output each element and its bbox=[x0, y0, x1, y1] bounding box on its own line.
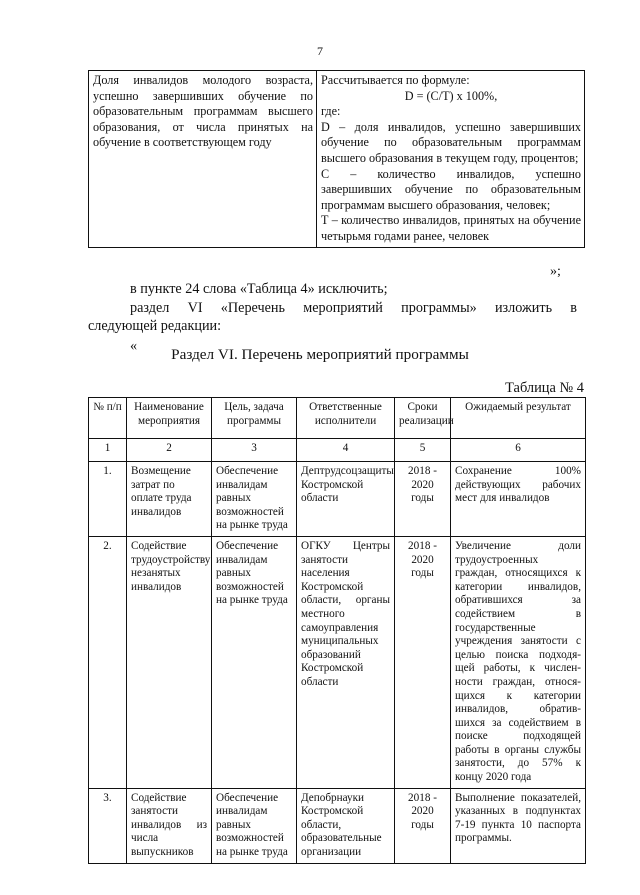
indicator-name: Доля инвалидов молодого возраста, успешно завершивших обучение по образовательным программам высшего образования, от числа принятых на обучение в соответствующем году bbox=[89, 71, 317, 248]
measure-result: Выполнение показателей, указанных в подпунктах 7-19 пункта 10 паспорта программы. bbox=[451, 788, 586, 863]
formula-var-d: D – доля инвалидов, успешно завершивших обучение по образовательным программам высшего образования в текущем году, процентов; bbox=[321, 119, 581, 165]
header-cell: Ответственные исполнители bbox=[297, 398, 395, 439]
indicator-formula-cell bbox=[317, 71, 585, 248]
indicator-table bbox=[88, 70, 585, 248]
table-row bbox=[89, 536, 586, 788]
opening-quote: « bbox=[130, 338, 138, 354]
measure-name: Содействие трудоустройству незанятых инвалидов bbox=[127, 536, 212, 788]
column-number: 3 bbox=[212, 439, 297, 462]
column-number: 1 bbox=[89, 439, 127, 462]
indicator-row bbox=[89, 71, 585, 248]
measure-term: 2018 - 2020 годы bbox=[395, 788, 451, 863]
measure-goal: Обеспечение инвалидам равных возможностей на рынке труда bbox=[212, 462, 297, 537]
measure-goal: Обеспечение инвалидам равных возможностей на рынке труда bbox=[212, 536, 297, 788]
column-number-row bbox=[89, 439, 586, 462]
header-cell: № п/п bbox=[89, 398, 127, 439]
measure-goal: Обеспечение инвалидам равных возможностей на рынке труда bbox=[212, 788, 297, 863]
measure-result: Увеличение доли трудоустроенных граждан, относящихся к категории инвалидов, обратившихся за содействием в государственные учреждения занятости с целью поиска подходя-щей работы, к числен-ности граждан, относя-щихся к категории инвалидов, обратив-шихся за содействием в поиске подходящей работы в органы службы занятости, до 57% к концу 2020 года bbox=[451, 536, 586, 788]
section-heading: Раздел VI. Перечень мероприятий программы bbox=[171, 346, 469, 363]
page-number: 7 bbox=[317, 44, 323, 58]
measure-result: Сохранение 100% действующих рабочих мест для инвалидов bbox=[451, 462, 586, 537]
amendment-line-2: раздел VI «Перечень мероприятий программы» изложить в bbox=[130, 300, 577, 316]
formula-intro: Рассчитывается по формуле: bbox=[321, 73, 470, 87]
column-number: 6 bbox=[451, 439, 586, 462]
measure-name: Содействие занятости инвалидов из числа выпускников bbox=[127, 788, 212, 863]
amendment-line-3: следующей редакции: bbox=[88, 318, 222, 334]
row-number: 2. bbox=[89, 536, 127, 788]
header-cell: Наименование мероприятия bbox=[127, 398, 212, 439]
formula-var-c: С – количество инвалидов, успешно завершивших обучение по образовательным программам высшего образования, человек; bbox=[321, 166, 581, 212]
table-row bbox=[89, 462, 586, 537]
measure-executor: Дептрудсоцзащиты Костромской области bbox=[297, 462, 395, 537]
measure-executor: ОГКУ Центры занятости населения Костромской области, органы местного самоуправления муниципальных образований Костромской области bbox=[297, 536, 395, 788]
measure-name: Возмещение затрат по оплате труда инвалидов bbox=[127, 462, 212, 537]
measure-term: 2018 - 2020 годы bbox=[395, 462, 451, 537]
row-number: 1. bbox=[89, 462, 127, 537]
measure-term: 2018 - 2020 годы bbox=[395, 536, 451, 788]
header-cell: Сроки реализации bbox=[395, 398, 451, 439]
column-number: 4 bbox=[297, 439, 395, 462]
table-label: Таблица № 4 bbox=[505, 380, 584, 396]
table-header-row bbox=[89, 398, 586, 439]
amendment-line-1: в пункте 24 слова «Таблица 4» исключить; bbox=[130, 281, 388, 297]
column-number: 2 bbox=[127, 439, 212, 462]
row-number: 3. bbox=[89, 788, 127, 863]
formula-var-t: Т – количество инвалидов, принятых на обучение четырьмя годами ранее, человек bbox=[321, 213, 581, 243]
header-cell: Ожидаемый результат bbox=[451, 398, 586, 439]
closing-quote: »; bbox=[550, 264, 561, 279]
column-number: 5 bbox=[395, 439, 451, 462]
formula-where: где: bbox=[321, 104, 341, 119]
table-row bbox=[89, 788, 586, 863]
header-cell: Цель, задача программы bbox=[212, 398, 297, 439]
measures-table bbox=[88, 397, 586, 864]
formula: D = (С/Т) х 100%, bbox=[404, 88, 498, 103]
measure-executor: Депобрнауки Костромской области, образовательные организации bbox=[297, 788, 395, 863]
